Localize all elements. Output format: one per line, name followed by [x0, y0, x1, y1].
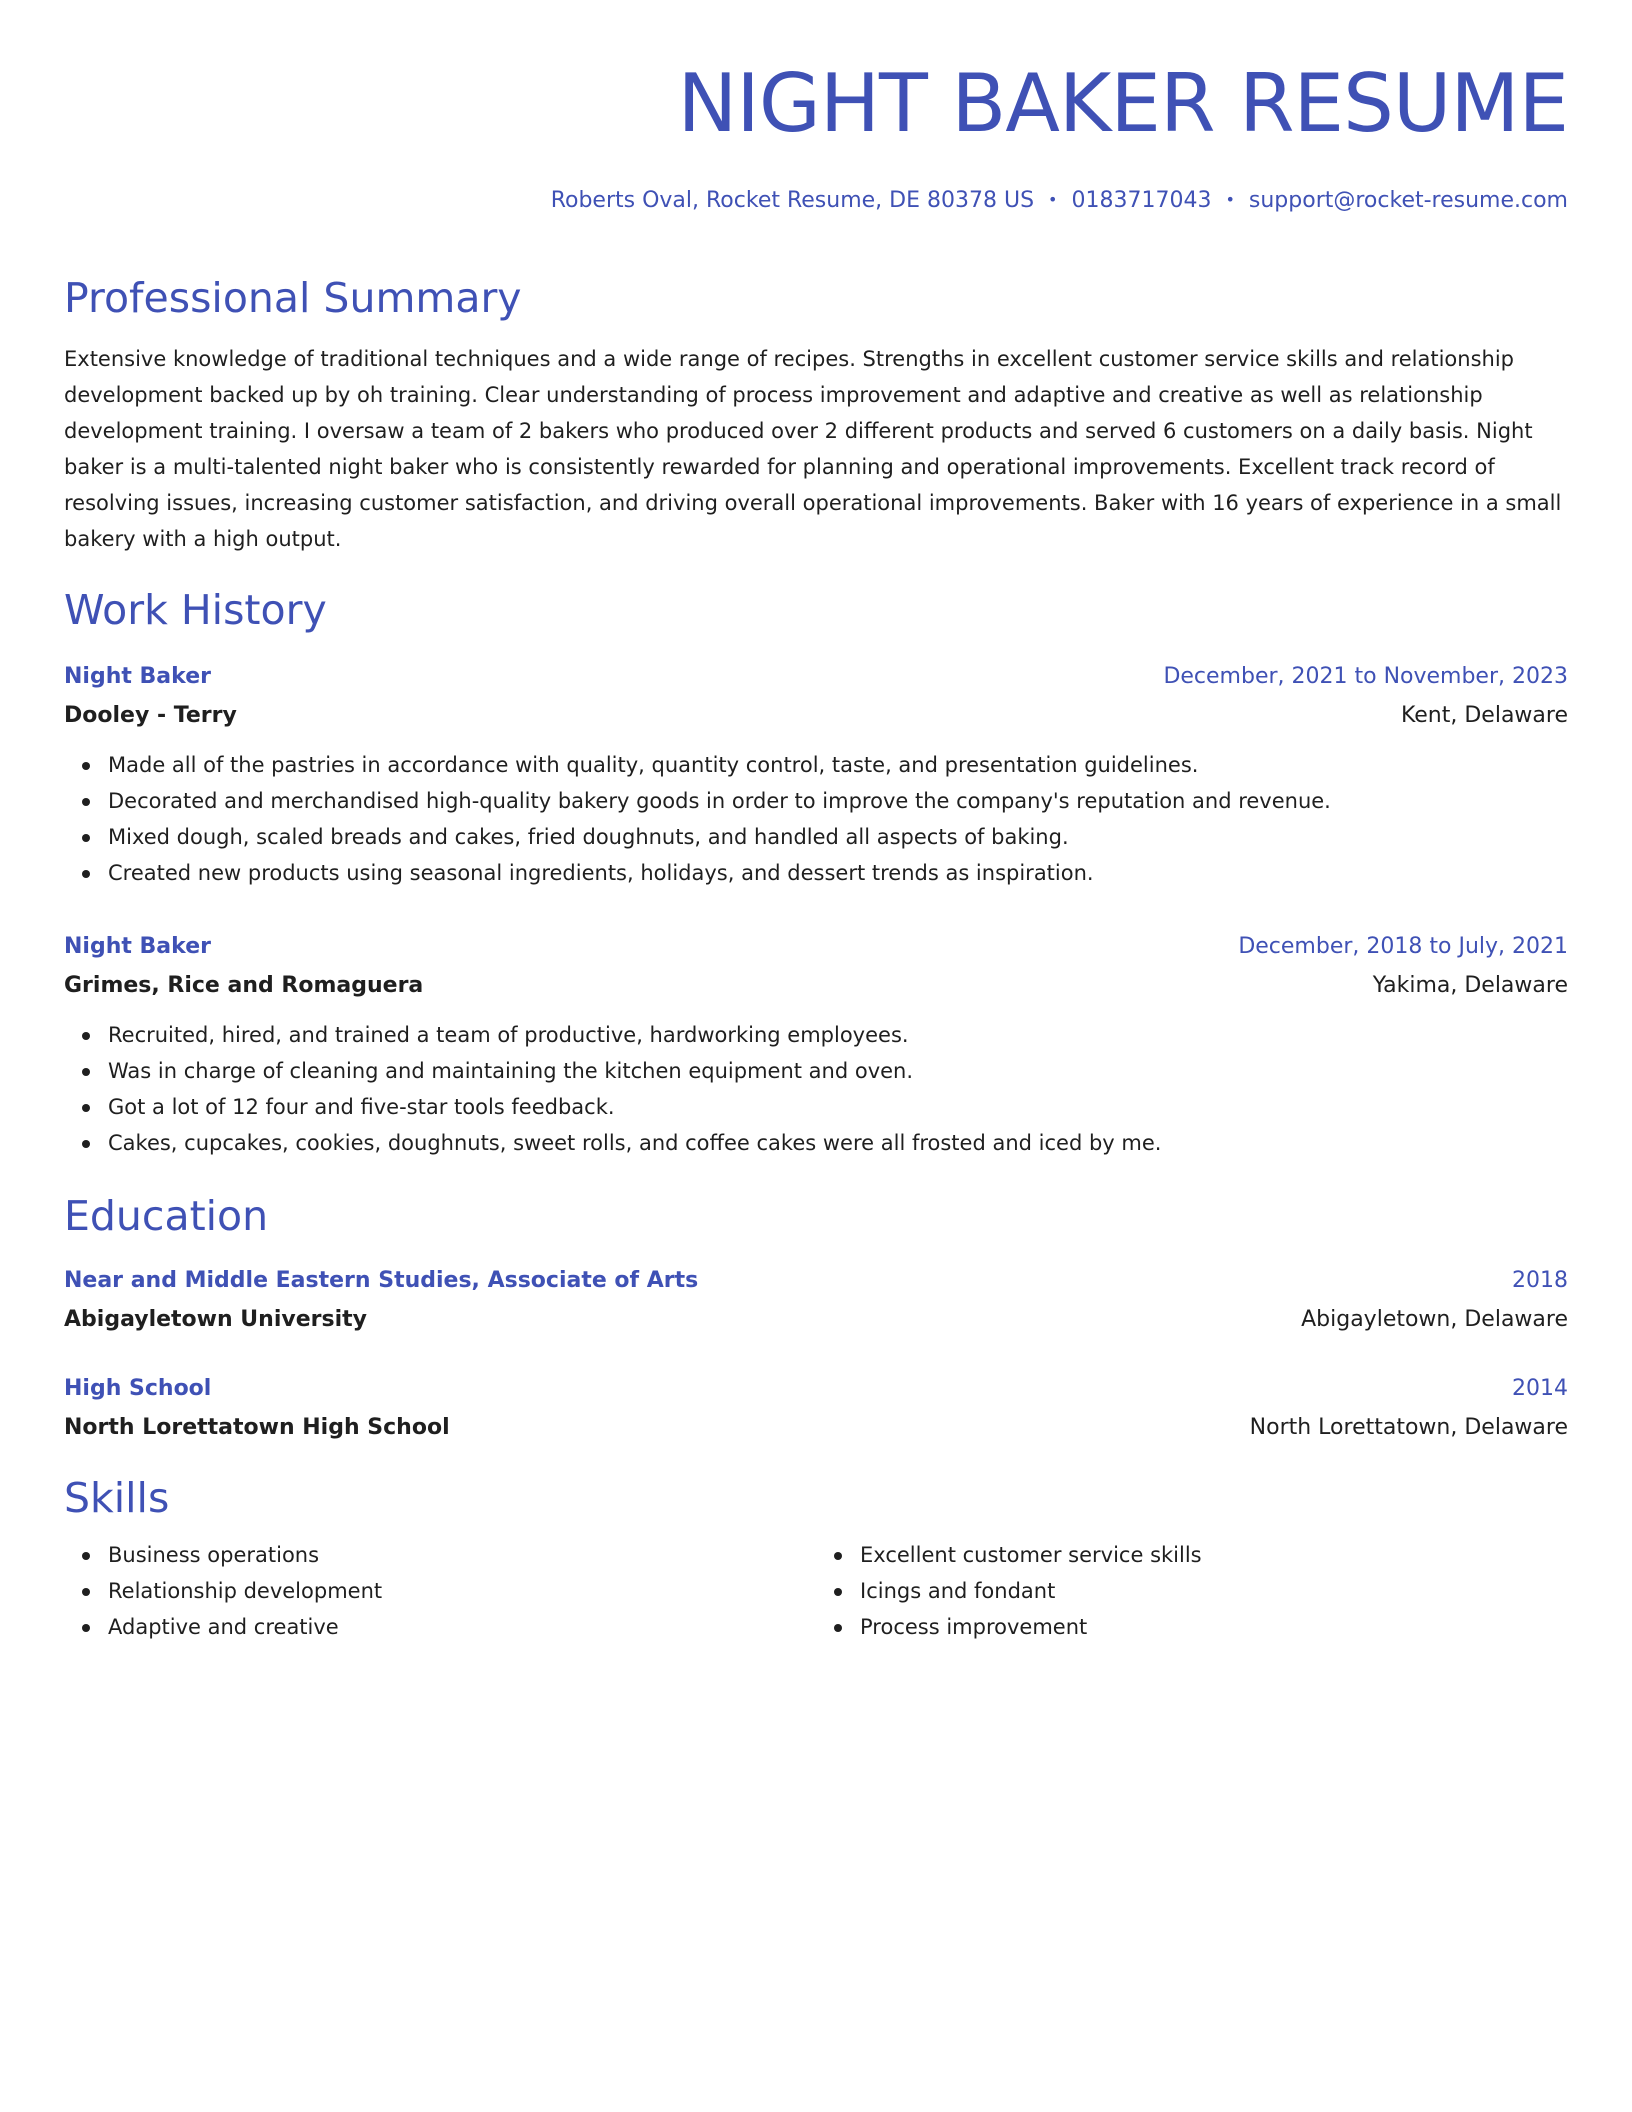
section-title-work-history: Work History [64, 586, 327, 634]
job-dates: December, 2021 to November, 2023 [1163, 664, 1568, 689]
job-company: Grimes, Rice and Romaguera [64, 973, 424, 998]
skills-list-left [64, 1537, 816, 1645]
contact-separator: • [1225, 190, 1235, 209]
education-school: North Lorettatown High School [64, 1415, 450, 1440]
summary-section [64, 273, 1568, 557]
education-location: North Lorettatown, Delaware [1249, 1415, 1568, 1440]
job-duties-list [64, 1017, 1568, 1161]
skill-item: Business operations [108, 1537, 816, 1573]
education-entry [64, 1369, 1568, 1447]
work-history-section [64, 585, 1568, 1161]
education-header-row [64, 1261, 1568, 1301]
education-header-row [64, 1369, 1568, 1409]
contact-line [64, 186, 1568, 215]
job-company-row [64, 697, 1568, 735]
skill-item: Icings and fondant [860, 1573, 1568, 1609]
skills-list-right [816, 1537, 1568, 1645]
skill-item: Excellent customer service skills [860, 1537, 1568, 1573]
section-title-skills: Skills [64, 1474, 170, 1522]
section-title-summary: Professional Summary [64, 274, 522, 322]
contact-email[interactable]: support@rocket-resume.com [1248, 188, 1568, 213]
education-location: Abigayletown, Delaware [1301, 1307, 1568, 1332]
skills-section [64, 1473, 1568, 1645]
education-degree: Near and Middle Eastern Studies, Associate of Arts [64, 1268, 699, 1293]
list-item: Got a lot of 12 four and five-star tools feedback. [108, 1089, 1568, 1125]
skill-item: Process improvement [860, 1609, 1568, 1645]
job-entry [64, 657, 1568, 891]
education-school: Abigayletown University [64, 1307, 367, 1332]
list-item: Mixed dough, scaled breads and cakes, fried doughnuts, and handled all aspects of baking. [108, 819, 1568, 855]
resume-header [64, 56, 1568, 215]
job-role: Night Baker [64, 664, 211, 689]
contact-phone: 0183717043 [1071, 188, 1212, 213]
job-entry [64, 927, 1568, 1161]
job-company: Dooley - Terry [64, 703, 237, 728]
list-item: Decorated and merchandised high-quality bakery goods in order to improve the company's reputation and revenue. [108, 783, 1568, 819]
job-dates: December, 2018 to July, 2021 [1238, 934, 1568, 959]
job-duties-list [64, 747, 1568, 891]
education-year: 2018 [1512, 1268, 1568, 1293]
education-school-row [64, 1301, 1568, 1339]
section-title-education: Education [64, 1192, 269, 1240]
job-header-row [64, 657, 1568, 697]
education-entry [64, 1261, 1568, 1339]
skill-item: Adaptive and creative [108, 1609, 816, 1645]
job-header-row [64, 927, 1568, 967]
job-company-row [64, 967, 1568, 1005]
list-item: Made all of the pastries in accordance with quality, quantity control, taste, and presentation guidelines. [108, 747, 1568, 783]
resume-title: NIGHT BAKER RESUME [677, 57, 1568, 150]
skills-columns [64, 1533, 1568, 1645]
list-item: Cakes, cupcakes, cookies, doughnuts, sweet rolls, and coffee cakes were all frosted and iced by me. [108, 1125, 1568, 1161]
job-location: Kent, Delaware [1400, 703, 1568, 728]
contact-address: Roberts Oval, Rocket Resume, DE 80378 US [550, 188, 1035, 213]
summary-text: Extensive knowledge of traditional techniques and a wide range of recipes. Strengths in excellent customer service skills and relationship development backed up by oh training. Clear understanding of process improvement and adaptive and creative as well as relationship development training. I oversaw a team of 2 bakers who produced over 2 different products and served 6 customers on a daily basis. Night baker is a multi-talented night baker who is consistently rewarded for planning and operational improvements. Excellent track record of resolving issues, increasing customer satisfaction, and driving overall operational improvements. Baker with 16 years of experience in a small bakery with a high output. [64, 347, 1562, 551]
list-item: Was in charge of cleaning and maintaining the kitchen equipment and oven. [108, 1053, 1568, 1089]
job-role: Night Baker [64, 934, 211, 959]
education-year: 2014 [1512, 1376, 1568, 1401]
contact-separator: • [1048, 190, 1058, 209]
list-item: Recruited, hired, and trained a team of productive, hardworking employees. [108, 1017, 1568, 1053]
education-degree: High School [64, 1376, 212, 1401]
education-school-row [64, 1409, 1568, 1447]
skill-item: Relationship development [108, 1573, 816, 1609]
education-section [64, 1191, 1568, 1447]
list-item: Created new products using seasonal ingredients, holidays, and dessert trends as inspiration. [108, 855, 1568, 891]
job-location: Yakima, Delaware [1372, 973, 1568, 998]
